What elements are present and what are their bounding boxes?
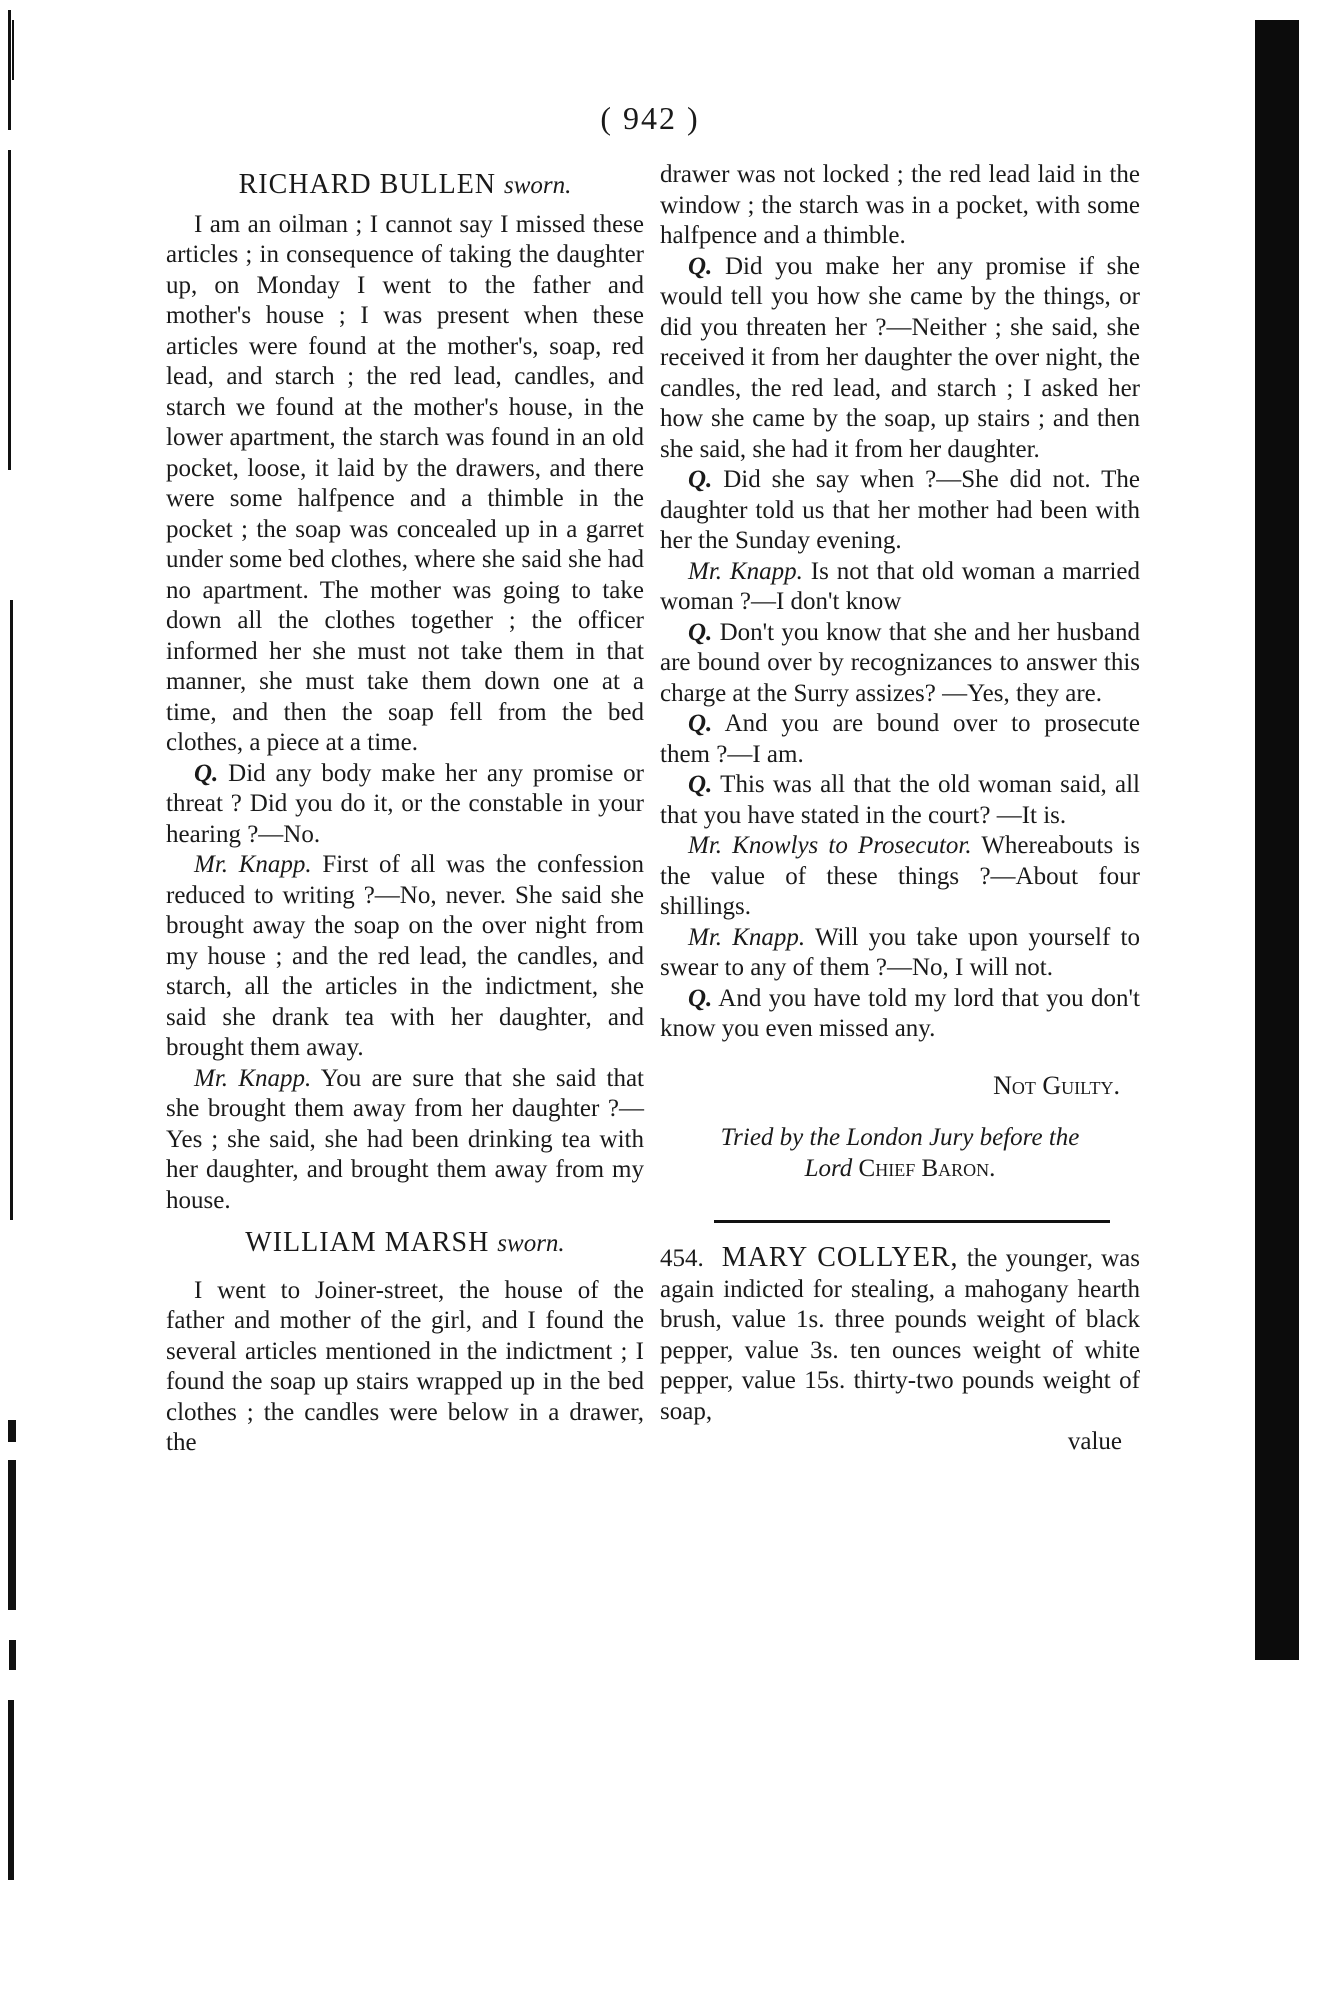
paragraph-text: Will you take upon yourself to swear to any of them ?—No, I will not. <box>660 923 1140 981</box>
paragraph-text: This was all that the old woman said, all that you have stated in the court? —It is. <box>660 771 1140 829</box>
section-divider <box>714 1220 1110 1223</box>
question-marker: Q. <box>688 984 713 1012</box>
question-paragraph <box>660 465 1140 557</box>
page-number: ( 942 ) <box>600 100 700 136</box>
verdict: Not Guilty. <box>993 1070 1120 1100</box>
speaker-label: Mr. Knapp. <box>194 1064 312 1092</box>
paragraph-text: Whereabouts is the value of these things ?—About four shillings. <box>660 832 1140 920</box>
paragraph-text: Is not that old woman a married woman ?—I don't know <box>660 557 1140 615</box>
right-column <box>660 160 1140 1458</box>
counsel-paragraph <box>166 850 644 1064</box>
question-marker: Q. <box>688 771 713 798</box>
question-marker: Q. <box>688 466 713 493</box>
paragraph-text: Did any body make her any promise or threat ? Did you do it, or the constable in your hearing ?—No. <box>166 759 645 848</box>
counsel-paragraph <box>660 831 1140 923</box>
question-paragraph <box>166 759 644 851</box>
witness-heading-bullen <box>166 170 644 202</box>
question-marker: Q. <box>688 618 713 646</box>
case-text-start: the <box>966 1245 998 1272</box>
paragraph-text: Did she say when ?—She did not. The daughter told us that her mother had been with her the Sunday evening. <box>660 466 1140 554</box>
witness-heading-marsh <box>166 1228 644 1260</box>
question-paragraph <box>660 618 1140 710</box>
testimony-paragraph: I went to Joiner-street, the house of the father and mother of the girl, and I found the several articles mentioned in the indictment ; I found the soap up stairs wrapped up in the bed clothes ; the candles were below in a drawer, the <box>166 1276 644 1456</box>
catchword: value <box>1067 1428 1122 1455</box>
counsel-paragraph <box>660 923 1140 984</box>
trial-note <box>660 1123 1140 1184</box>
speaker-label: Mr. Knapp. <box>194 851 312 878</box>
question-marker: Q. <box>194 759 219 787</box>
paragraph-text: You are sure that she said that she brought them away from her daughter ?—Yes ; she said, she had been drinking tea with her daughter, and brought them away from my house. <box>166 1064 644 1214</box>
testimony-paragraph: I am an oilman ; I cannot say I missed these articles ; in consequence of taking the daughter up, on Monday I went to the father and mother's house ; I was present when these articles were found at the mother's, soap, red lead, and starch ; the red lead, candles, and starch we found at the mother's house, in the lower apartment, the starch was found in an old pocket, loose, it laid by the drawers, and there were some halfpence and a thimble in the pocket ; the soap was concealed up in a garret under some bed clothes, where she said she had no apartment. The mother was going to take down all the clothes together ; the officer informed her she must not take them in that manner, she must take them down one at a time, and then the soap fell from the bed clothes, a piece at a time. <box>166 210 644 756</box>
paragraph-text: First of all was the confession reduced to writing ?—No, never. She said she brought away the soap on the over night from my house ; and the red lead, the candles, and starch, all the articles in the indictment, she said she drank tea with her daughter, and brought them away. <box>166 851 644 1061</box>
counsel-paragraph <box>166 1064 644 1217</box>
question-paragraph <box>660 252 1140 466</box>
counsel-paragraph <box>660 557 1140 618</box>
question-paragraph <box>660 770 1140 831</box>
trial-note-court: Chief Baron. <box>858 1154 996 1182</box>
case-heading <box>660 1243 1140 1427</box>
page-edge-scan-marks <box>6 0 22 2000</box>
trial-note-lord: Lord <box>804 1154 853 1182</box>
question-marker: Q. <box>688 252 713 280</box>
question-paragraph <box>660 709 1140 770</box>
indictment-text: younger, was again indicted for stealing, a mahogany hearth brush, value 1s. three pounds weight of black pepper, value 3s. ten ounces weight of white pepper, value 15s. thirty-two pounds weight of soap, <box>660 1245 1141 1425</box>
paragraph-text: And you are bound over to prosecute them ?—I am. <box>660 710 1140 768</box>
paragraph-text: Don't you know that she and her husband are bound over by recognizances to answer this charge at the Surry assizes? —Yes, they are. <box>660 618 1140 707</box>
speaker-label: Mr. Knowlys to Prosecutor. <box>688 832 972 859</box>
paragraph-text: Did you make her any promise if she would tell you how she came by the things, or did you threaten her ?—Neither ; she said, she received it from her daughter the over night, the candles, the red lead, and starch ; I asked her how she came by the soap, up stairs ; and then she said, she had it from her daughter. <box>660 252 1141 463</box>
sworn-label: sworn. <box>497 1230 565 1257</box>
binding-shadow <box>1255 20 1299 1660</box>
left-column <box>166 166 644 1459</box>
speaker-label: Mr. Knapp. <box>688 923 806 951</box>
defendant-name: MARY COLLYER, <box>721 1242 959 1273</box>
question-paragraph <box>660 984 1140 1045</box>
paragraph-text: And you have told my lord that you don't know you even missed any. <box>660 984 1140 1042</box>
sworn-label: sworn. <box>504 172 572 199</box>
trial-note-line: Tried by the London Jury before the <box>720 1124 1080 1151</box>
witness-name: RICHARD BULLEN <box>238 169 497 200</box>
case-number: 454. <box>660 1245 704 1272</box>
witness-name: WILLIAM MARSH <box>245 1227 490 1258</box>
speaker-label: Mr. Knapp. <box>688 557 803 585</box>
testimony-paragraph: drawer was not locked ; the red lead laid in the window ; the starch was in a pocket, with some halfpence and a thimble. <box>660 161 1140 249</box>
question-marker: Q. <box>688 710 713 737</box>
